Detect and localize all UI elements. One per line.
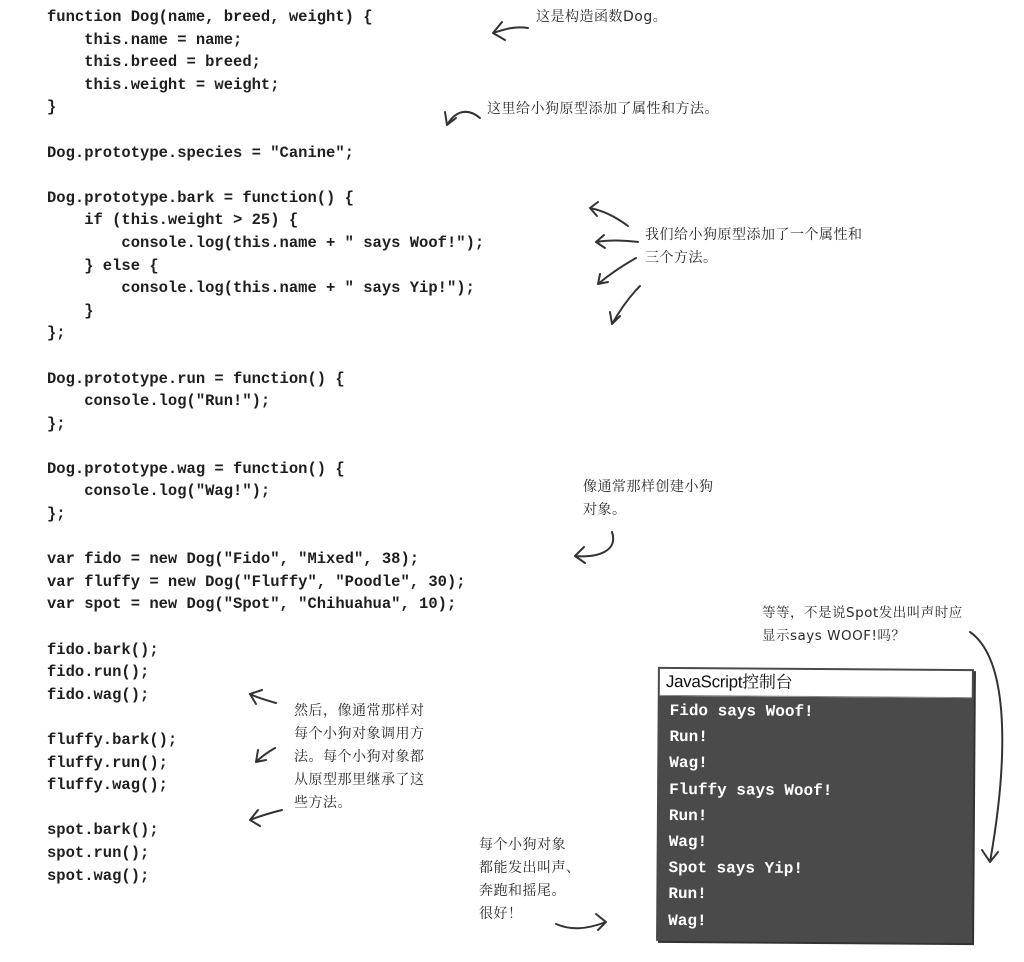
note-call-methods: [294, 700, 425, 815]
code-line: if (this.weight > 25) {: [47, 211, 299, 230]
code-line: } else {: [47, 256, 159, 275]
note-line: 很好！: [479, 906, 523, 922]
code-line: var fido = new Dog("Fido", "Mixed", 38);: [47, 550, 420, 569]
note-line: 对象。: [583, 502, 627, 518]
note-line: 每个小狗对象调用方: [294, 726, 425, 742]
code-line: console.log(this.name + " says Yip!");: [47, 279, 475, 298]
note-prototype-added: [487, 98, 719, 121]
note-line: 三个方法。: [645, 250, 718, 266]
code-line: [47, 345, 484, 368]
note-line: 然后，像通常那样对: [294, 703, 425, 719]
code-line: };: [47, 324, 66, 343]
console-line: Fluffy says Woof!: [669, 780, 833, 800]
code-line: fluffy.bark();: [47, 731, 178, 749]
code-line: Dog.prototype.wag = function() {: [47, 459, 345, 478]
note-line: 每个小狗对象: [479, 837, 566, 853]
code-line: Dog.prototype.bark = function() {: [47, 188, 354, 207]
code-line: console.log(this.name + " says Woof!");: [47, 233, 485, 252]
console-line: Wag!: [668, 911, 707, 930]
code-line: }: [47, 98, 57, 117]
note-line: 都能发出叫声、: [479, 860, 581, 876]
javascript-console: [656, 667, 974, 943]
note-line: 这里给小狗原型添加了属性和方法。: [487, 101, 719, 117]
note-line: 像通常那样创建小狗: [583, 479, 714, 495]
note-line: 从原型那里继承了这: [294, 772, 425, 788]
arrow-wait: [970, 632, 1002, 862]
code-line: [47, 435, 484, 458]
code-line: fido.run();: [47, 663, 150, 682]
code-line: this.name = name;: [47, 30, 243, 49]
code-line: console.log("Wag!");: [47, 482, 271, 501]
note-line: 法。每个小狗对象都: [294, 749, 425, 765]
console-line: Wag!: [668, 832, 708, 852]
code-line: [47, 119, 484, 142]
note-line: 我们给小狗原型添加了一个属性和: [645, 227, 863, 243]
note-constructor: [536, 6, 667, 29]
arrow-wag: [610, 286, 640, 324]
code-line: };: [47, 505, 66, 524]
code-line: [47, 616, 484, 639]
arrow-constructor: [493, 22, 528, 40]
console-output: [656, 696, 974, 936]
console-line: Run!: [668, 806, 708, 826]
code-line: }: [47, 301, 94, 320]
note-one-prop-three-methods: [645, 224, 863, 270]
console-line: Wag!: [669, 754, 708, 773]
code-line: Dog.prototype.species = "Canine";: [47, 143, 354, 162]
code-line: var fluffy = new Dog("Fluffy", "Poodle", 30);: [47, 572, 466, 591]
code-line: Dog.prototype.run = function() {: [47, 369, 345, 388]
note-line: 显示says WOOF!吗？: [762, 628, 906, 644]
code-line: this.weight = weight;: [47, 75, 280, 94]
code-line: fido.wag();: [47, 685, 150, 704]
console-line: Run!: [669, 728, 708, 747]
code-line: fluffy.run();: [47, 753, 168, 772]
code-line: console.log("Run!");: [47, 392, 271, 411]
note-wait: [762, 602, 963, 648]
note-line: 等等，不是说Spot发出叫声时应: [762, 605, 963, 621]
arrow-species: [590, 202, 628, 226]
arrow-bark: [596, 235, 638, 248]
note-each-dog: [479, 834, 581, 926]
code-line: [47, 526, 484, 549]
console-line: Run!: [668, 885, 707, 904]
arrow-create: [575, 532, 613, 563]
code-line: var spot = new Dog("Spot", "Chihuahua", 10);: [47, 595, 457, 614]
note-line: 奔跑和摇尾。: [479, 883, 566, 899]
code-line: this.breed = breed;: [47, 53, 261, 72]
code-line: fido.bark();: [47, 640, 159, 659]
code-line: [47, 164, 484, 187]
code-line: };: [47, 414, 66, 433]
arrow-run: [598, 258, 636, 284]
note-create-objects: [583, 476, 714, 522]
note-line: 些方法。: [294, 795, 352, 811]
code-line: spot.run();: [47, 843, 150, 862]
code-line: function Dog(name, breed, weight) {: [47, 8, 373, 26]
code-line: spot.bark();: [47, 821, 159, 840]
code-line: fluffy.wag();: [47, 776, 168, 795]
note-line: 这是构造函数Dog。: [536, 9, 668, 25]
console-line: Fido says Woof!: [669, 701, 814, 721]
code-line: spot.wag();: [47, 866, 150, 885]
console-title: JavaScript控制台: [660, 669, 972, 698]
console-line: Spot says Yip!: [668, 859, 804, 879]
